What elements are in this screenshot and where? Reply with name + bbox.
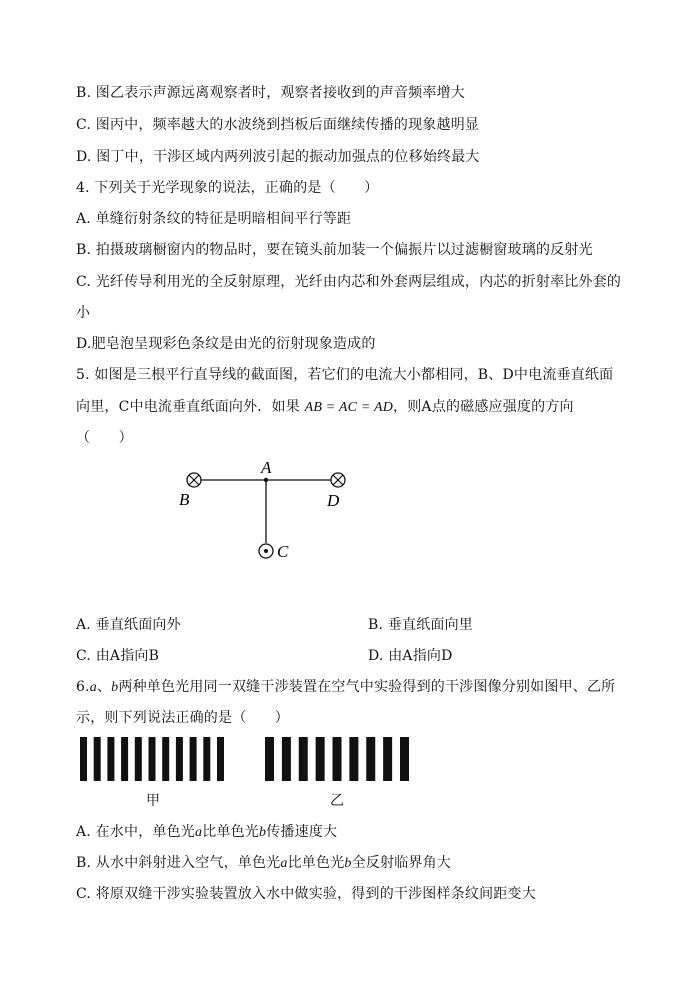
q4-stem: 4. 下列关于光学现象的说法，正确的是（ ） bbox=[76, 180, 379, 196]
point-a-dot bbox=[264, 478, 268, 482]
label-b: B bbox=[179, 490, 190, 509]
fringe-bar bbox=[217, 737, 224, 781]
fringe-bar bbox=[333, 737, 342, 781]
fig-label-jia: 甲 bbox=[146, 793, 161, 809]
fringe-bar bbox=[80, 737, 87, 781]
q6-stem-line1 bbox=[76, 676, 615, 696]
q6-opt-b-pre: B. 从水中斜射进入空气，单色光 bbox=[76, 855, 281, 871]
fringe-bar bbox=[190, 737, 197, 781]
fringe-bar bbox=[203, 737, 210, 781]
q6-option-a bbox=[76, 821, 337, 841]
q4-option-c-line2: 小 bbox=[76, 305, 91, 321]
fringe-pattern-yi bbox=[265, 737, 415, 781]
q3-option-d: D. 图丁中，干涉区域内两列波引起的振动加强点的位移始终最大 bbox=[76, 149, 480, 165]
q5-option-b: B. 垂直纸面向里 bbox=[368, 617, 473, 633]
q5-stem-line2 bbox=[76, 396, 574, 416]
fringe-bar bbox=[383, 737, 392, 781]
q6-opt-a-post: 传播速度大 bbox=[266, 824, 338, 840]
q6-stem-sep: 、 bbox=[96, 679, 112, 695]
fringe-bar bbox=[162, 737, 169, 781]
fringe-bar bbox=[349, 737, 358, 781]
q6-opt-b-post: 全反射临界角大 bbox=[351, 855, 452, 871]
label-c: C bbox=[277, 542, 289, 561]
q5-stem-line3: （ ） bbox=[76, 430, 133, 446]
q6-var-b: b bbox=[111, 680, 119, 695]
q6-option-b bbox=[76, 852, 451, 872]
q6-opt-b-var-b: b bbox=[344, 856, 352, 871]
label-d: D bbox=[327, 491, 340, 510]
fringe-pattern-jia bbox=[80, 737, 230, 781]
wire-c-out-of-page-icon bbox=[259, 544, 273, 558]
q5-option-d: D. 由A指向D bbox=[368, 648, 453, 664]
wire-b-into-page-icon bbox=[187, 473, 201, 487]
wire-d-into-page-icon bbox=[331, 473, 345, 487]
fringe-bar bbox=[299, 737, 308, 781]
fringe-bar bbox=[400, 737, 409, 781]
fringe-bar bbox=[121, 737, 128, 781]
q6-opt-a-var-b: b bbox=[259, 825, 267, 840]
q6-opt-b-var-a: a bbox=[280, 856, 288, 871]
q6-var-a: a bbox=[89, 680, 97, 695]
q5-stem-line2-text-b: ，则A点的磁感应强度的方向 bbox=[393, 399, 574, 415]
q5-equation: AB = AC = AD bbox=[304, 400, 394, 415]
q6-opt-a-var-a: a bbox=[195, 825, 203, 840]
fringe-bar bbox=[107, 737, 114, 781]
fringe-bar bbox=[149, 737, 156, 781]
label-a: A bbox=[261, 458, 272, 477]
fringe-bar bbox=[282, 737, 291, 781]
q5-option-c: C. 由A指向B bbox=[76, 648, 160, 664]
q4-option-b: B. 拍摄玻璃橱窗内的物品时，要在镜头前加装一个偏振片以过滤橱窗玻璃的反射光 bbox=[76, 242, 593, 258]
q5-wire-diagram bbox=[170, 455, 370, 570]
fringe-bar bbox=[265, 737, 274, 781]
q3-option-c: C. 图丙中，频率越大的水波绕到挡板后面继续传播的现象越明显 bbox=[76, 117, 480, 133]
fringe-bar bbox=[316, 737, 325, 781]
q4-option-c-line1: C. 光纤传导利用光的全反射原理，光纤由内芯和外套两层组成，内芯的折射率比外套的 bbox=[76, 274, 622, 290]
q5-stem-line1: 5. 如图是三根平行直导线的截面图，若它们的电流大小都相同，B、D中电流垂直纸面 bbox=[76, 367, 614, 383]
fringe-bar bbox=[135, 737, 142, 781]
q6-stem-pre: 6. bbox=[76, 679, 90, 695]
q6-stem-line2: 示，则下列说法正确的是（ ） bbox=[76, 710, 289, 726]
q6-opt-b-mid: 比单色光 bbox=[287, 855, 345, 871]
q3-option-b: B. 图乙表示声源远离观察者时，观察者接收到的声音频率增大 bbox=[76, 85, 465, 101]
fig-label-yi: 乙 bbox=[330, 793, 345, 809]
q6-option-c: C. 将原双缝干涉实验装置放入水中做实验，得到的干涉图样条纹间距变大 bbox=[76, 886, 536, 902]
q6-opt-a-mid: 比单色光 bbox=[202, 824, 260, 840]
fringe-bar bbox=[366, 737, 375, 781]
q5-option-a: A. 垂直纸面向外 bbox=[76, 617, 181, 633]
q6-stem-rest: 两种单色光用同一双缝干涉装置在空气中实验得到的干涉图像分别如图甲、乙所 bbox=[118, 679, 616, 695]
q4-option-a: A. 单缝衍射条纹的特征是明暗相间平行等距 bbox=[76, 211, 352, 227]
q4-option-d: D.肥皂泡呈现彩色条纹是由光的衍射现象造成的 bbox=[76, 336, 376, 352]
fringe-bar bbox=[94, 737, 101, 781]
q6-opt-a-pre: A. 在水中，单色光 bbox=[76, 824, 196, 840]
fringe-bar bbox=[176, 737, 183, 781]
q5-stem-line2-text-a: 向里，C中电流垂直纸面向外．如果 bbox=[76, 399, 300, 415]
